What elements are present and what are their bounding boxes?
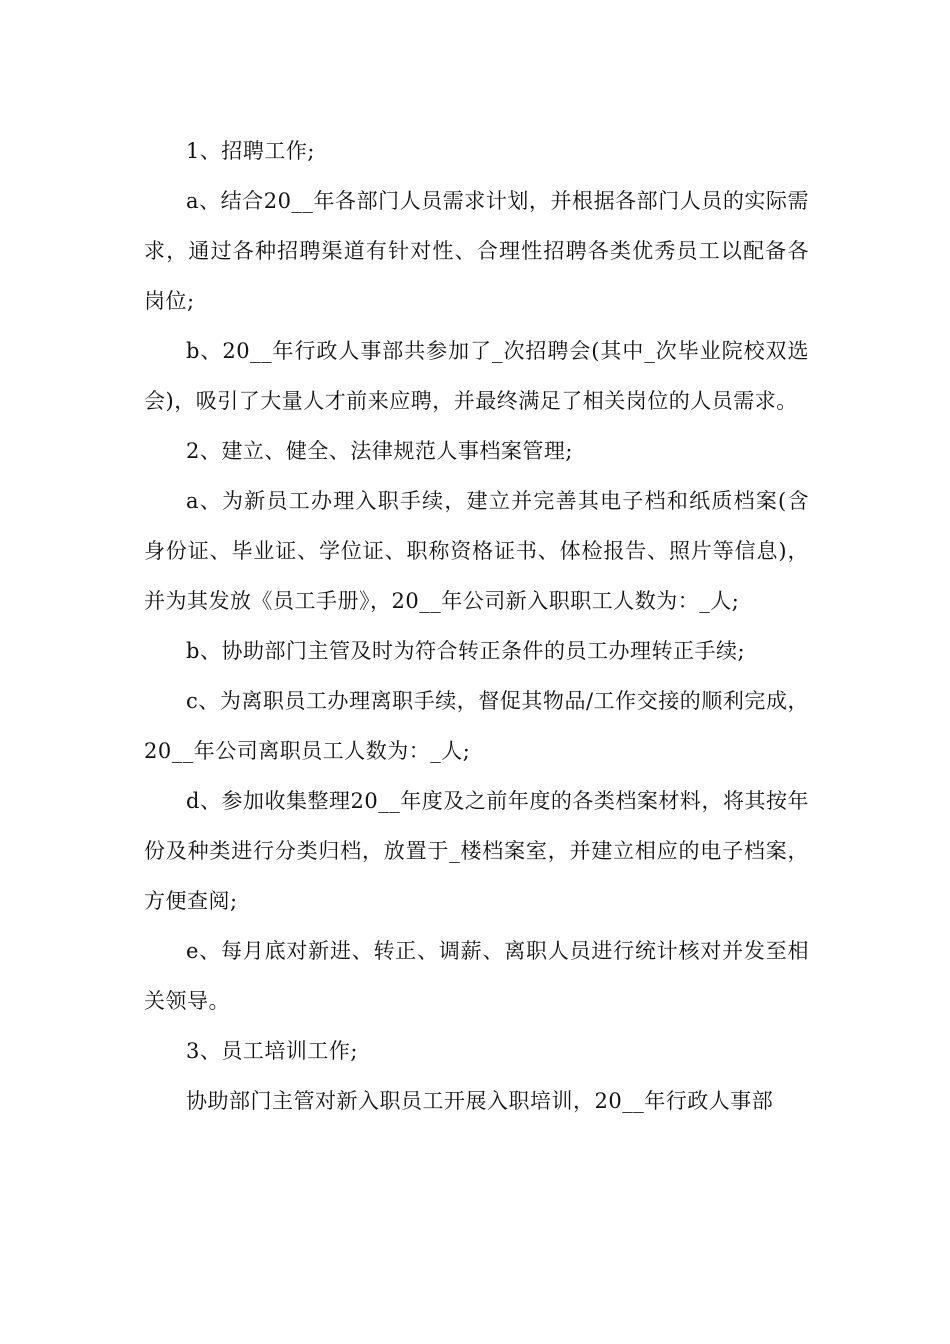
- heading-archive-management: 2、建立、健全、法律规范人事档案管理;: [186, 439, 573, 463]
- paragraph-archive-e: e、每月底对新进、转正、调薪、离职人员进行统计核对并发至相关领导。: [144, 939, 809, 1013]
- document-body: [144, 126, 809, 1126]
- paragraph-archive-c: c、为离职员工办理离职手续，督促其物品/工作交接的顺利完成，20__年公司离职员工人数为：_人;: [144, 689, 809, 763]
- paragraph-archive-a: a、为新员工办理入职手续，建立并完善其电子档和纸质档案(含身份证、毕业证、学位证、职称资格证书、体检报告、照片等信息)，并为其发放《员工手册》，20__年公司新入职职工人数为：_人;: [144, 489, 809, 613]
- paragraph-archive-b: b、协助部门主管及时为符合转正条件的员工办理转正手续;: [186, 639, 746, 663]
- paragraph-recruitment-a: a、结合20__年各部门人员需求计划，并根据各部门人员的实际需求，通过各种招聘渠道有针对性、合理性招聘各类优秀员工以配备各岗位;: [144, 189, 809, 313]
- paragraph-archive-d: d、参加收集整理20__年度及之前年度的各类档案材料，将其按年份及种类进行分类归档，放置于_楼档案室，并建立相应的电子档案，方便查阅;: [144, 789, 809, 913]
- paragraph-training: 协助部门主管对新入职员工开展入职培训，20__年行政人事部: [186, 1089, 774, 1113]
- heading-training: 3、员工培训工作;: [186, 1039, 358, 1063]
- paragraph-recruitment-b: b、20__年行政人事部共参加了_次招聘会(其中_次毕业院校双选会)，吸引了大量人才前来应聘，并最终满足了相关岗位的人员需求。: [144, 339, 809, 413]
- heading-recruitment: 1、招聘工作;: [186, 139, 315, 163]
